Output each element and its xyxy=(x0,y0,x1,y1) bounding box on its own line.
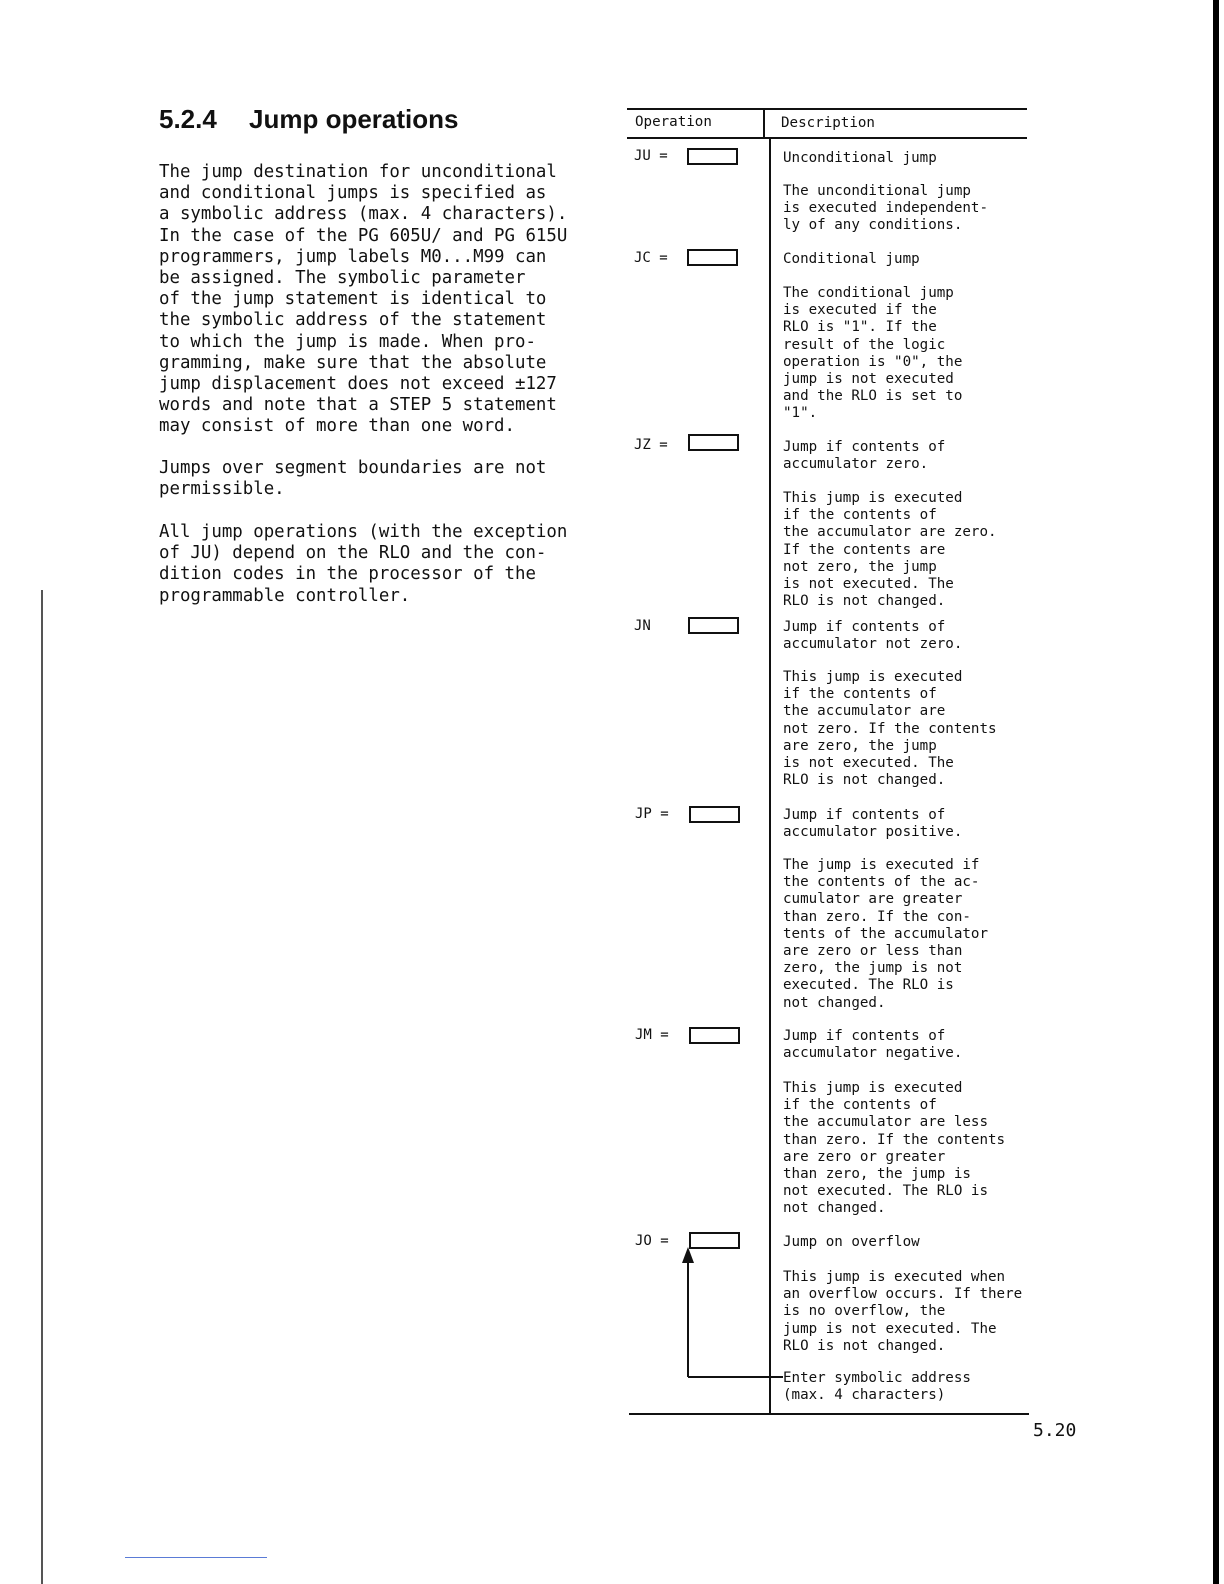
column-header-operation: Operation xyxy=(635,114,712,130)
table-column-divider xyxy=(769,139,771,1415)
table-header-divider xyxy=(763,108,765,139)
section-title: Jump operations xyxy=(249,104,459,134)
table-bottom-rule xyxy=(629,1413,1029,1415)
page-bottom-line xyxy=(125,1557,267,1558)
row-description: The unconditional jump is executed independent- ly of any conditions. xyxy=(783,183,988,234)
body-paragraph-3: All jump operations (with the exception of JU) depend on the RLO and the con- dition codes in the processor of the programmable controller. xyxy=(159,522,568,606)
op-label: JN xyxy=(634,618,651,634)
row-description: This jump is executed if the contents of the accumulator are less than zero. If the contents are zero or greater than zero, the jump is not executed. The RLO is not changed. xyxy=(783,1080,1006,1217)
address-note: Enter symbolic address (max. 4 characters) xyxy=(783,1370,971,1404)
row-title: Conditional jump xyxy=(783,251,920,267)
row-description: This jump is executed if the contents of the accumulator are zero. If the contents are not zero, the jump is not executed. The RLO is not changed. xyxy=(783,490,997,610)
body-paragraph-1: The jump destination for unconditional and conditional jumps is specified as a symbolic address (max. 4 characters). In the case of the PG 605U/ and PG 615U programmers, jump labels M0...M99 can be assigned. The symbolic parameter of the jump statement is identical to the symbolic address of the statement to which the jump is made. When pro- gramming, make sure that the absolute jump displacement does not exceed ±127 words and note that a STEP 5 statement may consist of more than one word. xyxy=(159,162,568,437)
row-title: Jump if contents of accumulator negative. xyxy=(783,1028,963,1062)
section-heading xyxy=(159,104,458,135)
table-top-rule xyxy=(627,108,1027,110)
address-box xyxy=(688,617,739,634)
op-label: JP = xyxy=(635,806,669,822)
row-description: This jump is executed when an overflow occurs. If there is no overflow, the jump is not executed. The RLO is not changed. xyxy=(783,1269,1023,1354)
section-number: 5.2.4 xyxy=(159,104,217,134)
address-box xyxy=(689,1027,740,1044)
op-label: JC = xyxy=(634,250,668,266)
op-label: JZ = xyxy=(634,437,668,453)
op-label: JO = xyxy=(635,1233,669,1249)
row-title: Jump on overflow xyxy=(783,1234,920,1250)
column-header-description: Description xyxy=(781,115,875,131)
leader-arrow-icon xyxy=(675,1245,785,1380)
table-header-rule xyxy=(627,137,1027,139)
address-box xyxy=(687,148,738,165)
row-description: This jump is executed if the contents of the accumulator are not zero. If the contents are zero, the jump is not executed. The RLO is not changed. xyxy=(783,669,997,789)
row-description: The jump is executed if the contents of the ac- cumulator are greater than zero. If the con- tents of the accumulator are zero or less than zero, the jump is not executed. The RLO is not changed. xyxy=(783,857,988,1011)
page-edge-left xyxy=(41,590,43,1584)
page-number: 5.20 xyxy=(1033,1420,1077,1441)
row-title: Jump if contents of accumulator zero. xyxy=(783,439,946,473)
page-edge-right xyxy=(1213,0,1219,1584)
row-title: Jump if contents of accumulator positive. xyxy=(783,807,963,841)
row-title: Unconditional jump xyxy=(783,150,937,166)
row-description: The conditional jump is executed if the RLO is "1". If the result of the logic operation is "0", the jump is not executed and the RLO is set to "1". xyxy=(783,285,963,422)
address-box xyxy=(689,806,740,823)
address-box xyxy=(688,434,739,451)
body-paragraph-2: Jumps over segment boundaries are not permissible. xyxy=(159,458,547,500)
row-title: Jump if contents of accumulator not zero. xyxy=(783,619,963,653)
op-label: JU = xyxy=(634,148,668,164)
address-box xyxy=(687,249,738,266)
op-label: JM = xyxy=(635,1027,669,1043)
